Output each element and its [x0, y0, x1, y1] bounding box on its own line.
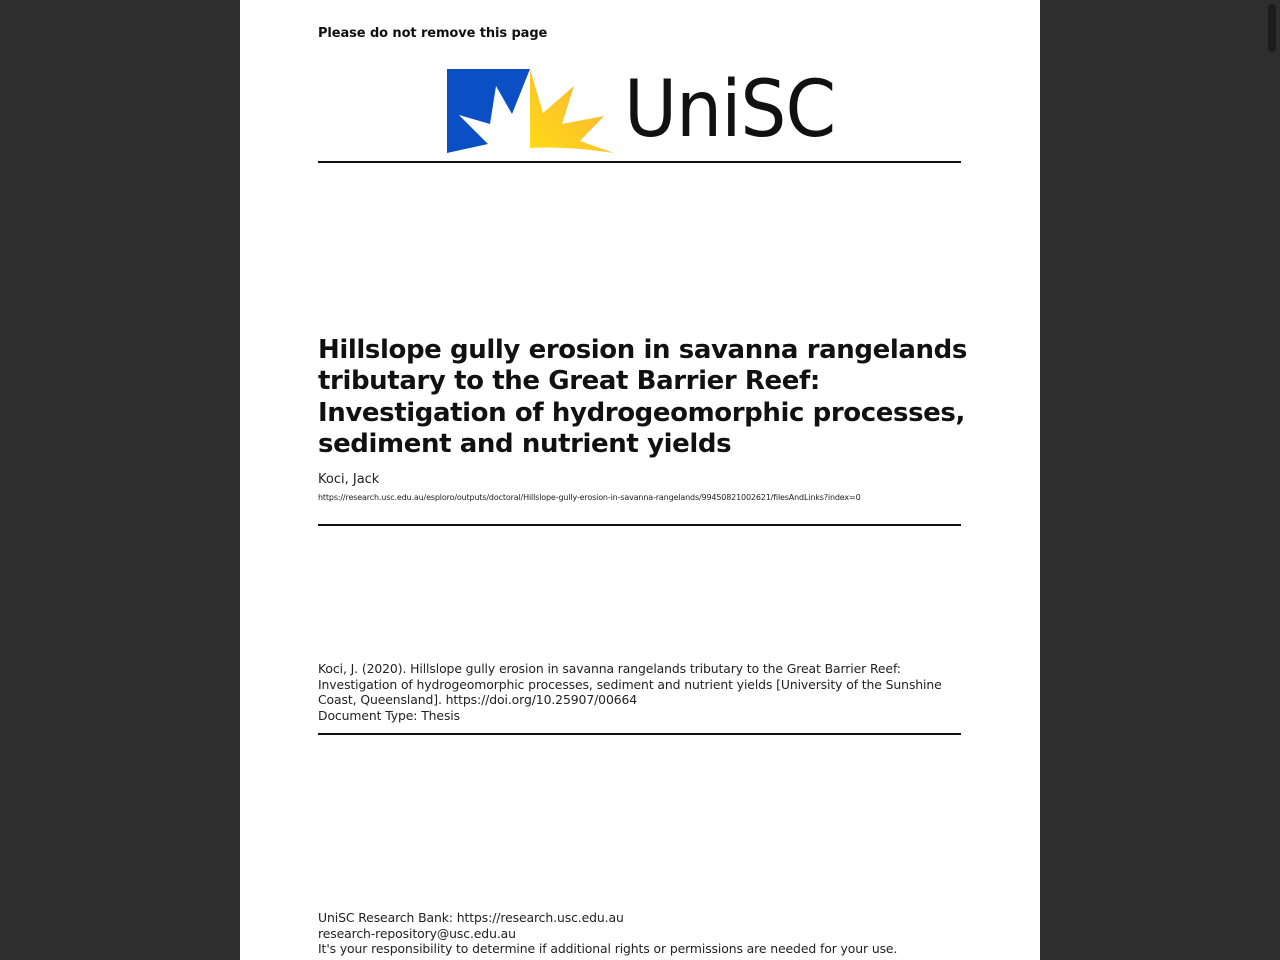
scrollbar-thumb[interactable]	[1268, 4, 1276, 52]
page-notice: Please do not remove this page	[318, 26, 548, 41]
unisc-wordmark: UniSC	[624, 65, 836, 155]
divider	[318, 733, 961, 735]
footer	[318, 910, 897, 957]
research-bank-link[interactable]: UniSC Research Bank: https://research.usc.edu.au	[318, 910, 624, 925]
rights-notice: It's your responsibility to determine if additional rights or permissions are needed for your use.	[318, 941, 898, 957]
divider	[318, 524, 961, 526]
repository-url-link[interactable]: https://research.usc.edu.au/esploro/outputs/doctoral/Hillslope-gully-erosion-in-savanna-rangelands/99450821002621/filesAndLinks?index=0	[318, 493, 861, 502]
unisc-logo	[446, 66, 846, 158]
citation-line-doi[interactable]: Coast, Queensland]. https://doi.org/10.25907/00664	[318, 692, 638, 708]
citation-block	[318, 661, 958, 724]
divider	[318, 161, 961, 163]
pdf-page	[240, 0, 1040, 960]
repository-email-link[interactable]: research-repository@usc.edu.au	[318, 925, 516, 941]
citation-line: Koci, J. (2020). Hillslope gully erosion in savanna rangelands tributary to the Great Barrier Reef:	[318, 661, 901, 676]
vertical-scrollbar[interactable]	[1264, 0, 1280, 960]
document-title: Hillslope gully erosion in savanna rangelands tributary to the Great Barrier Reef: Investigation of hydrogeomorphic processes, sediment and nutrient yields	[318, 335, 967, 459]
citation-line: Investigation of hydrogeomorphic processes, sediment and nutrient yields [University of the Sunshine	[318, 676, 942, 692]
unisc-sunburst-logo-icon	[446, 66, 616, 158]
document-type: Document Type: Thesis	[318, 708, 461, 724]
author: Koci, Jack	[318, 472, 380, 487]
